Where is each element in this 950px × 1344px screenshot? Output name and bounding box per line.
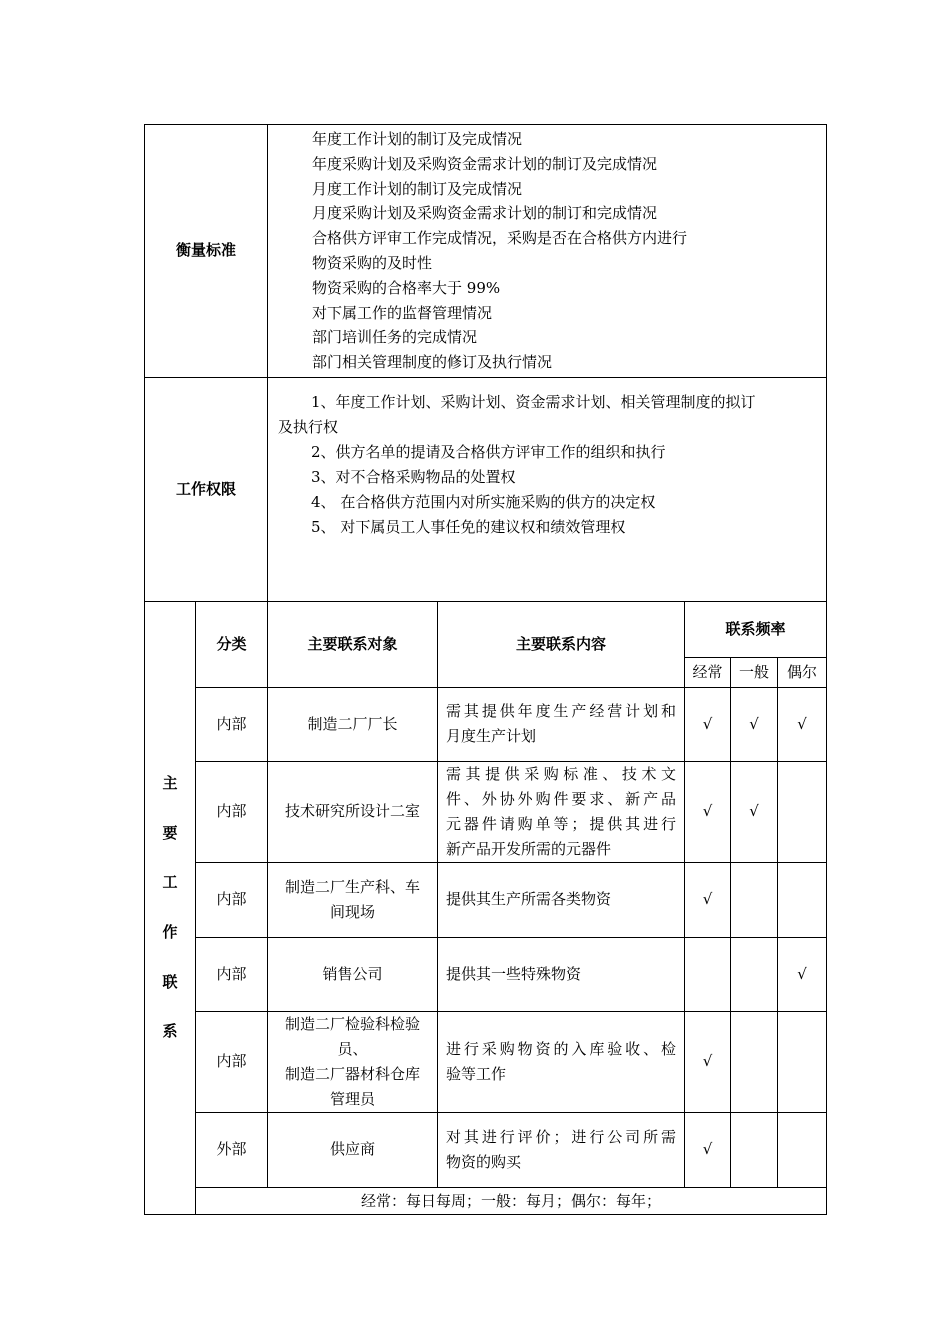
authority-item: 2、供方名单的提请及合格供方评审工作的组织和执行 xyxy=(311,442,666,461)
standard-item: 部门培训任务的完成情况 xyxy=(312,328,478,347)
standards-list xyxy=(268,125,827,378)
check-normal: √ xyxy=(731,761,778,862)
authority-item: 1、年度工作计划、采购计划、资金需求计划、相关管理制度的拟订 xyxy=(311,392,756,411)
frequency-legend-row xyxy=(145,1187,827,1214)
row-content: 进行采购物资的入库验收、检 验等工作 xyxy=(438,1011,685,1112)
check-rare: √ xyxy=(778,937,827,1011)
standard-item: 物资采购的及时性 xyxy=(312,253,433,272)
check-rare xyxy=(778,862,827,937)
standards-row xyxy=(145,125,827,378)
row-category: 内部 xyxy=(196,761,268,862)
row-category: 内部 xyxy=(196,687,268,761)
header-content: 主要联系内容 xyxy=(438,601,685,687)
authority-label: 工作权限 xyxy=(145,377,268,601)
row-content: 提供其生产所需各类物资 xyxy=(438,862,685,937)
header-frequency: 联系频率 xyxy=(685,601,827,657)
row-target: 制造二厂检验科检验 员、 制造二厂器材科仓库 管理员 xyxy=(268,1011,438,1112)
row-content: 需其提供采购标准、技术文 件、外协外购件要求、新产品 元器件请购单等；提供其进行 新产品开发所需的元器件 xyxy=(438,761,685,862)
row-target: 制造二厂生产科、车 间现场 xyxy=(268,862,438,937)
check-normal xyxy=(731,1011,778,1112)
table-row xyxy=(145,1011,827,1112)
row-category: 内部 xyxy=(196,937,268,1011)
table-row xyxy=(145,1112,827,1187)
relations-label: 主 要 工 作 联 系 xyxy=(145,601,196,1214)
standard-item: 合格供方评审工作完成情况，采购是否在合格供方内进行 xyxy=(312,229,688,248)
check-normal xyxy=(731,862,778,937)
check-often xyxy=(685,937,731,1011)
row-target: 供应商 xyxy=(268,1112,438,1187)
table-row xyxy=(145,761,827,862)
check-often: √ xyxy=(685,862,731,937)
header-category: 分类 xyxy=(196,601,268,687)
header-target: 主要联系对象 xyxy=(268,601,438,687)
check-rare xyxy=(778,1112,827,1187)
header-freq-often: 经常 xyxy=(685,657,731,687)
check-often: √ xyxy=(685,1011,731,1112)
authority-item: 4、 在合格供方范围内对所实施采购的供方的决定权 xyxy=(311,492,656,511)
check-often: √ xyxy=(685,761,731,862)
authority-item: 3、对不合格采购物品的处置权 xyxy=(311,467,516,486)
job-description-table xyxy=(144,124,827,1215)
standard-item: 物资采购的合格率大于 99% xyxy=(312,278,501,297)
frequency-legend: 经常：每日每周；一般：每月；偶尔：每年； xyxy=(196,1187,827,1214)
authority-item: 5、 对下属员工人事任免的建议权和绩效管理权 xyxy=(311,517,626,536)
check-often: √ xyxy=(685,687,731,761)
standards-label: 衡量标准 xyxy=(145,125,268,378)
check-rare: √ xyxy=(778,687,827,761)
table-row xyxy=(145,687,827,761)
row-category: 内部 xyxy=(196,862,268,937)
row-content: 对其进行评价；进行公司所需 物资的购买 xyxy=(438,1112,685,1187)
standard-item: 部门相关管理制度的修订及执行情况 xyxy=(312,353,553,372)
row-category: 外部 xyxy=(196,1112,268,1187)
header-freq-rare: 偶尔 xyxy=(778,657,827,687)
row-target: 技术研究所设计二室 xyxy=(268,761,438,862)
relations-header-row xyxy=(145,601,827,657)
standard-item: 年度采购计划及采购资金需求计划的制订及完成情况 xyxy=(312,154,658,173)
check-normal: √ xyxy=(731,687,778,761)
table-row xyxy=(145,862,827,937)
authority-item: 及执行权 xyxy=(278,417,339,436)
row-target: 销售公司 xyxy=(268,937,438,1011)
table-row xyxy=(145,937,827,1011)
row-target: 制造二厂厂长 xyxy=(268,687,438,761)
row-category: 内部 xyxy=(196,1011,268,1112)
authority-list xyxy=(268,377,827,601)
check-rare xyxy=(778,761,827,862)
standard-item: 对下属工作的监督管理情况 xyxy=(312,303,493,322)
row-content: 提供其一些特殊物资 xyxy=(438,937,685,1011)
authority-row xyxy=(145,377,827,601)
header-freq-normal: 一般 xyxy=(731,657,778,687)
check-often: √ xyxy=(685,1112,731,1187)
check-normal xyxy=(731,1112,778,1187)
check-rare xyxy=(778,1011,827,1112)
standard-item: 月度采购计划及采购资金需求计划的制订和完成情况 xyxy=(312,204,658,223)
standard-item: 年度工作计划的制订及完成情况 xyxy=(312,130,523,148)
check-normal xyxy=(731,937,778,1011)
row-content: 需其提供年度生产经营计划和 月度生产计划 xyxy=(438,687,685,761)
standard-item: 月度工作计划的制订及完成情况 xyxy=(312,179,523,198)
